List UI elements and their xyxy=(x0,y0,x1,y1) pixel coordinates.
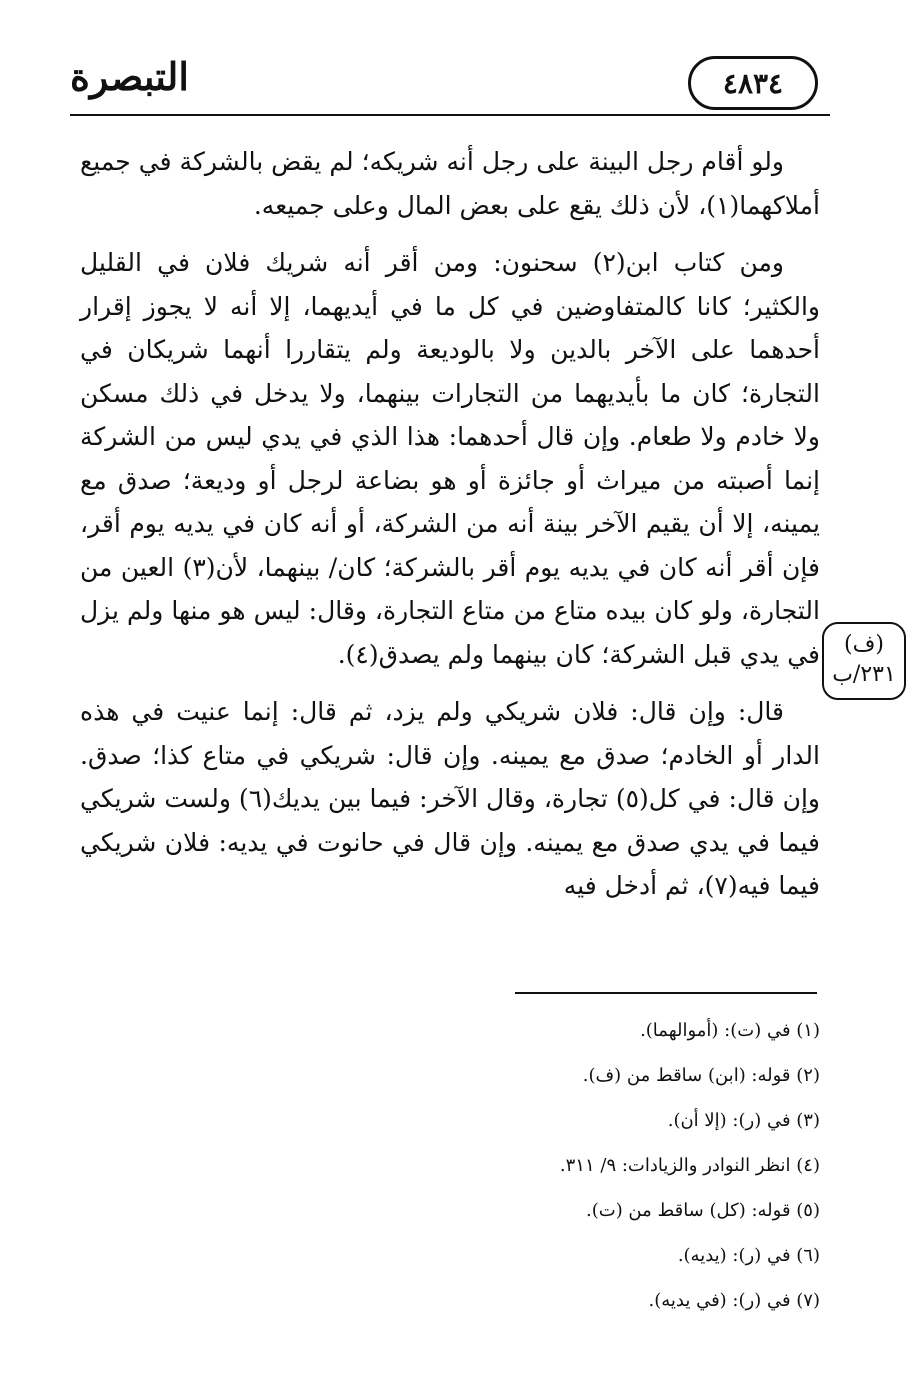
footnote: (٥) قوله: (كل) ساقط من (ت). xyxy=(586,1200,820,1221)
manuscript-folio-note xyxy=(822,622,906,700)
page-header xyxy=(70,48,830,118)
footnote-separator xyxy=(515,992,817,994)
footnote: (٣) في (ر): (إلا أن). xyxy=(667,1110,820,1131)
folio-note-number: ٢٣١/ب xyxy=(832,662,896,687)
page-number-badge xyxy=(688,56,818,110)
footnotes xyxy=(300,1016,820,1331)
paragraph: ولو أقام رجل البينة على رجل أنه شريكه؛ لم يقض بالشركة في جميع أملاكهما(١)، لأن ذلك يقع على بعض المال وعلى جميعه. xyxy=(80,147,820,220)
footnote: (٢) قوله: (ابن) ساقط من (ف). xyxy=(582,1065,820,1086)
footnote: (٦) في (ر): (يديه). xyxy=(677,1245,820,1266)
paragraph: ومن كتاب ابن(٢) سحنون: ومن أقر أنه شريك فلان في القليل والكثير؛ كانا كالمتفاوضين في كل ما في أيديهما، إلا أنه لا يجوز إقرار أحدهما على الآخر بالدين ولا بالوديعة ولم يتقاررا أنهما شريكان في التجارة؛ كان ما بأيديهما من التجارات بينهما، ولا يدخل في ذلك مسكن ولا خادم ولا طعام. وإن قال أحدهما: هذا الذي في يدي ليس من الشركة إنما أصبته من ميراث أو جائزة أو هو بضاعة لرجل أو وديعة؛ صدق مع يمينه، إلا أن يقيم الآخر بينة أنه من الشركة، أو أنه كان في يديه يوم أقر، فإن أقر أنه كان في يديه يوم أقر بالشركة؛ كان/ بينهما، لأن(٣) العين من التجارة، ولو كان بيده متاع من متاع التجارة، وقال: ليس هو منها ولم يزل في يدي قبل الشركة؛ كان بينهما ولم يصدق(٤). xyxy=(80,248,821,669)
paragraph: قال: وإن قال: فلان شريكي ولم يزد، ثم قال: إنما عنيت في هذه الدار أو الخادم؛ صدق مع يمينه. وإن قال: شريكي في متاع كذا؛ صدق. وإن قال: في كل(٥) تجارة، وقال الآخر: فيما بين يديك(٦) ولست شريكي فيما في يدي صدق مع يمينه. وإن قال في حانوت في يديه: فلان شريكي فيما فيه(٧)، ثم أدخل فيه xyxy=(80,697,821,900)
book-title: التبصرة xyxy=(70,54,189,99)
main-text xyxy=(80,140,820,922)
footnote: (٧) في (ر): (في يديه). xyxy=(648,1290,820,1311)
header-rule xyxy=(70,114,830,116)
page-number: ٤٨٣٤ xyxy=(722,66,784,100)
footnote: (٤) انظر النوادر والزيادات: ٩/ ٣١١. xyxy=(559,1155,820,1176)
folio-note-source: (ف) xyxy=(844,632,884,657)
footnote: (١) في (ت): (أموالهما). xyxy=(640,1020,820,1041)
